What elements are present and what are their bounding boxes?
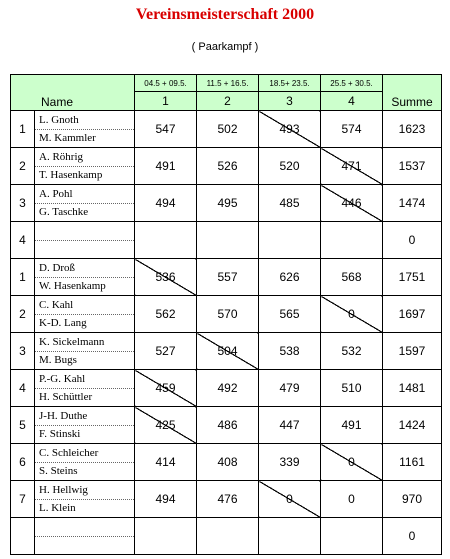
player-name xyxy=(35,241,134,258)
sum-cell: 0 xyxy=(383,518,442,555)
player-name xyxy=(35,223,134,241)
names-cell xyxy=(35,370,135,407)
player-name: G. Taschke xyxy=(39,205,89,218)
player-name: C. Schleicher xyxy=(35,445,134,463)
rank-cell: 3 xyxy=(11,185,35,222)
score-cell: 565 xyxy=(259,296,321,333)
table-row xyxy=(11,333,442,370)
score-cell-struck: 471 xyxy=(321,148,383,185)
table-row xyxy=(11,185,442,222)
names-cell xyxy=(35,222,135,259)
player-name: A. Röhrig xyxy=(35,149,134,167)
rank-cell xyxy=(11,518,35,555)
rank-cell: 4 xyxy=(11,222,35,259)
names-cell xyxy=(35,444,135,481)
rank-cell: 2 xyxy=(11,148,35,185)
sum-cell: 1481 xyxy=(383,370,442,407)
rank-cell: 1 xyxy=(11,111,35,148)
score-cell: 562 xyxy=(135,296,197,333)
sum-cell: 1424 xyxy=(383,407,442,444)
score-cell: 408 xyxy=(197,444,259,481)
rank-cell: 3 xyxy=(11,333,35,370)
score-cell: 532 xyxy=(321,333,383,370)
score-cell: 0 xyxy=(321,481,383,518)
header-date-row xyxy=(11,75,442,92)
score-cell-struck: 536 xyxy=(135,259,197,296)
table-row xyxy=(11,111,442,148)
names-cell xyxy=(35,333,135,370)
score-cell: 538 xyxy=(259,333,321,370)
player-name: P.-G. Kahl xyxy=(35,371,134,389)
score-cell: 520 xyxy=(259,148,321,185)
score-cell xyxy=(259,518,321,555)
player-name: F. Stinski xyxy=(39,427,81,440)
score-cell: 447 xyxy=(259,407,321,444)
table-row xyxy=(11,370,442,407)
player-name: L. Klein xyxy=(39,501,76,514)
names-cell xyxy=(35,148,135,185)
header-round-dates: 18.5+ 23.5. xyxy=(259,75,321,92)
sum-cell: 1697 xyxy=(383,296,442,333)
header-round-number: 2 xyxy=(197,92,259,111)
page-subtitle: ( Paarkampf ) xyxy=(191,41,259,53)
score-cell xyxy=(135,222,197,259)
score-cell: 485 xyxy=(259,185,321,222)
player-name: A. Pohl xyxy=(35,186,134,204)
rank-cell: 7 xyxy=(11,481,35,518)
score-cell: 527 xyxy=(135,333,197,370)
player-name: W. Hasenkamp xyxy=(39,279,106,292)
rank-cell: 1 xyxy=(11,259,35,296)
names-cell xyxy=(35,111,135,148)
table-row xyxy=(11,481,442,518)
score-cell: 526 xyxy=(197,148,259,185)
header-sum: Summe xyxy=(383,75,442,111)
player-name xyxy=(35,537,134,554)
player-name xyxy=(35,519,134,537)
names-cell xyxy=(35,296,135,333)
score-cell: 557 xyxy=(197,259,259,296)
sum-cell: 1161 xyxy=(383,444,442,481)
score-cell xyxy=(259,222,321,259)
header-round-number: 4 xyxy=(321,92,383,111)
player-name: K-D. Lang xyxy=(39,316,87,329)
score-cell-struck: 425 xyxy=(135,407,197,444)
score-cell-struck: 504 xyxy=(197,333,259,370)
player-name: S. Steins xyxy=(39,464,78,477)
score-cell: 491 xyxy=(135,148,197,185)
names-cell xyxy=(35,481,135,518)
score-cell xyxy=(321,222,383,259)
player-name: L. Gnoth xyxy=(35,112,134,130)
header-round-number: 1 xyxy=(135,92,197,111)
score-cell xyxy=(197,222,259,259)
sum-cell: 1751 xyxy=(383,259,442,296)
player-name: M. Kammler xyxy=(39,131,96,144)
sum-cell: 1623 xyxy=(383,111,442,148)
score-cell: 574 xyxy=(321,111,383,148)
score-cell: 494 xyxy=(135,185,197,222)
rank-cell: 2 xyxy=(11,296,35,333)
names-cell xyxy=(35,259,135,296)
score-cell: 339 xyxy=(259,444,321,481)
score-cell-struck: 446 xyxy=(321,185,383,222)
player-name: K. Sickelmann xyxy=(35,334,134,352)
header-round-dates: 25.5 + 30.5. xyxy=(321,75,383,92)
score-cell: 547 xyxy=(135,111,197,148)
player-name: T. Hasenkamp xyxy=(39,168,103,181)
results-table xyxy=(10,74,442,555)
rank-cell: 4 xyxy=(11,370,35,407)
table-row xyxy=(11,407,442,444)
names-cell xyxy=(35,407,135,444)
table-row xyxy=(11,259,442,296)
score-cell: 479 xyxy=(259,370,321,407)
score-cell-struck: 0 xyxy=(321,296,383,333)
score-cell: 494 xyxy=(135,481,197,518)
header-round-dates: 04.5 + 09.5. xyxy=(135,75,197,92)
score-cell xyxy=(321,518,383,555)
score-cell-struck: 459 xyxy=(135,370,197,407)
score-cell: 414 xyxy=(135,444,197,481)
player-name: H. Schüttler xyxy=(39,390,93,403)
sum-cell: 1537 xyxy=(383,148,442,185)
score-cell xyxy=(135,518,197,555)
table-row xyxy=(11,222,442,259)
score-cell: 626 xyxy=(259,259,321,296)
player-name: D. Droß xyxy=(35,260,134,278)
names-cell xyxy=(35,518,135,555)
header-round-number: 3 xyxy=(259,92,321,111)
score-cell: 495 xyxy=(197,185,259,222)
table-row xyxy=(11,518,442,555)
table-row xyxy=(11,444,442,481)
header-round-dates: 11.5 + 16.5. xyxy=(197,75,259,92)
player-name: C. Kahl xyxy=(35,297,134,315)
player-name: M. Bugs xyxy=(39,353,77,366)
score-cell: 510 xyxy=(321,370,383,407)
score-cell-struck: 493 xyxy=(259,111,321,148)
score-cell: 486 xyxy=(197,407,259,444)
score-cell-struck: 0 xyxy=(259,481,321,518)
page-title: Vereinsmeisterschaft 2000 xyxy=(135,6,315,23)
table-row xyxy=(11,296,442,333)
sum-cell: 1597 xyxy=(383,333,442,370)
sum-cell: 970 xyxy=(383,481,442,518)
sum-cell: 0 xyxy=(383,222,442,259)
table-row xyxy=(11,148,442,185)
player-name: J-H. Duthe xyxy=(35,408,134,426)
score-cell: 492 xyxy=(197,370,259,407)
score-cell-struck: 0 xyxy=(321,444,383,481)
header-name: Name xyxy=(11,75,135,111)
score-cell: 568 xyxy=(321,259,383,296)
sum-cell: 1474 xyxy=(383,185,442,222)
names-cell xyxy=(35,185,135,222)
score-cell xyxy=(197,518,259,555)
score-cell: 491 xyxy=(321,407,383,444)
score-cell: 476 xyxy=(197,481,259,518)
rank-cell: 6 xyxy=(11,444,35,481)
player-name: H. Hellwig xyxy=(35,482,134,500)
score-cell: 502 xyxy=(197,111,259,148)
score-cell: 570 xyxy=(197,296,259,333)
rank-cell: 5 xyxy=(11,407,35,444)
